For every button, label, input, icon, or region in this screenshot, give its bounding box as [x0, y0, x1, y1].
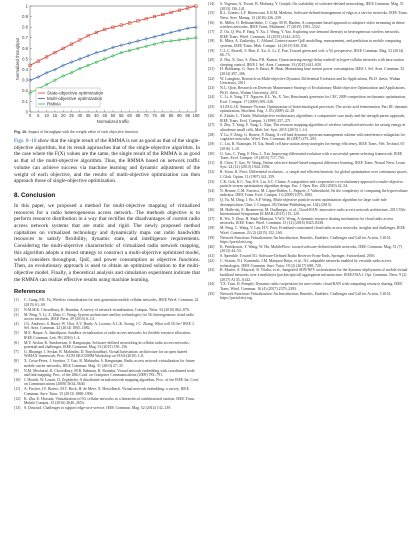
reference-text: K. Miller, O. Belhanafibeke, C. Cape, M.W. Harden, A component-based approach to adaptive video streaming in dense wireless networks, IEEE Trans. Multimed. 17 (2015) 1505–1522. [220, 20, 405, 30]
x-tick-label: 75 [152, 113, 157, 118]
reference-text: K. Mitra, A. Zaslavsky, C. Ahlund, Context-aware QoE modelling, measurement, and prediction in mobile computing systems, IEEE Trans. Mob. Comput. 14 (2015) 920–936. [220, 39, 402, 48]
reference-item [14, 406, 200, 411]
reference-text: Z. Niu, X. Guo, S. Zhou, P.R. Kumar, Characterizing energy-delay tradeoff in hyper-cellular networks with base station sleeping control, IEEE J. Sel. Area. Commun. 33 (2015) 641–650. [220, 58, 404, 67]
y-tick-label: 0 [25, 109, 28, 115]
x-tick-label: 0 [28, 113, 32, 118]
chart-svg [14, 2, 200, 126]
reference-item [208, 2, 408, 11]
reference-number: [27] [208, 123, 215, 128]
y-tick-label: 0.9 [22, 14, 28, 19]
reference-text: H. Holtkamp, G. Auer, S. Bazzi, H. Haas, Minimizing base station power consumption, IEEE J. Sel. Area. Commun. 32 (2014) 297–306. [220, 67, 405, 76]
reference-item [14, 359, 200, 368]
x-tick-label: 50 [110, 113, 116, 118]
figure-caption [14, 129, 200, 135]
y-tick-label: 0.5 [22, 56, 28, 62]
y-axis-label: Normalized throughput [15, 37, 20, 81]
reference-item [208, 123, 408, 132]
reference-text: S.I.M.G.J.E. Simmer-Vicente, Optimization of biotechnological processes. The acetic acid fermentation. Part III: dynamic optimization, Biochem. Eng. J. 45 (2009) 22–29. [220, 104, 408, 114]
reference-text: N.M. Mosharaf, K. Chowdhury, M.R. Rahman, R. Boutaba, Virtual network embedding with coordinated node and link mapping, Proc. of the 28th Conf. on Computer Communications (2009) 783–791. [24, 368, 195, 378]
reference-text: K. Pentikousis, Y. Wang, W. Hu, MobileFlow: toward software-defined mobile networks, IEEE Commun. Mag. 51 (7) (2013) 44–53. [220, 244, 402, 254]
reference-item [208, 236, 408, 245]
reference-number: [7] [14, 349, 19, 354]
reference-item [208, 292, 408, 301]
reference-number: [42] [208, 259, 215, 264]
reference-number: [6] [14, 340, 19, 345]
reference-number: [5] [14, 331, 19, 336]
reference-text: E. Zitzler, L. Thiele, Multiobjective evolutionary algorithms: a comparative case study and the strength pareto approach, IEEE Trans. Evol. Comput. 3 (1999) 257–271. [220, 114, 406, 123]
paragraph-results [14, 138, 200, 185]
reference-item [208, 95, 408, 104]
reference-item [208, 86, 408, 95]
reference-item [208, 217, 408, 226]
reference-number: [21] [208, 67, 215, 72]
figure-label: Fig. 10. [14, 129, 28, 134]
x-tick-label: 15 [52, 113, 58, 118]
reference-text: G. Bhanage, I. Seskar, R. Mahindra, D. Raychaudhuri, Virtual basestation: architecture for an open shared WiMAX framework, Proc. ACM SIGCOMM Workshop on VISA (2010) 1–8. [24, 349, 188, 359]
reference-text: A. Fischer, J.F. Botero, M.T. Beck, H. de Meer, X. Hesselbach, Virtual network embedding: a survey, IEEE Commun. Surv. Tutor. 15 (2013) 1888–1906. [24, 387, 189, 396]
reference-number: [45] [208, 291, 215, 296]
x-tick-label: 95 [185, 113, 191, 118]
reference-number: [39] [208, 235, 215, 240]
reference-item [14, 387, 200, 396]
reference-item [208, 198, 408, 207]
reference-number: [30] [208, 151, 215, 156]
x-tick-label: 85 [168, 113, 174, 118]
reference-item [208, 189, 408, 198]
reference-number: [31] [208, 160, 215, 165]
reference-text: G. Gao, C. Yang, F. Hou, L. Xin, Improving differential evolution with a successful-parent-selecting framework, IEEE Trans. Evol. Comput. 19 (2015) 717–730. [220, 151, 403, 161]
figure-caption-text: Impact of throughput with the weight value of each objective function. [28, 130, 139, 134]
x-tick-label: 65 [135, 113, 141, 118]
reference-text: S. Vegesna, A. Tiwari, B. Mohanty, Y. Ganjali, On scalability of software-defined networking, IEEE Commun. Mag. 51 (2013) 136–141. [220, 2, 404, 11]
x-tick-label: 35 [85, 113, 91, 118]
reference-number: [35] [208, 198, 215, 203]
reference-text: J. Houidi, W. Louati, D. Zeghlache, A distributed virtual network mapping algorithm, Proc. of the IEEE Int. Conf. on Communications (2008) 5634–5640. [24, 377, 200, 387]
reference-number: [32] [208, 170, 215, 175]
reference-number: [44] [208, 282, 215, 287]
reference-text: M. Halle-ski, E. Bronnevoir, M. Dudlmegic, et al., Cloud-RAN: innovative radio access network architecture, 2013 55th International Symposium ELMAR (2013) 115–120. [220, 207, 406, 217]
x-tick-label: 30 [77, 113, 83, 118]
reference-text: C.K. Goh, K.C. Tan, D.S. Liu, S.C. Chiam, A competitive and cooperative co-evolutionary approach to multi-objective particle swarm optimization algorithm design, Eur. J. Oper. Res. 202 (2010) 42–54. [220, 179, 403, 189]
reference-item [208, 77, 408, 86]
references-heading: References [14, 289, 46, 296]
reference-number: [40] [208, 244, 215, 249]
reference-text: C. Sexton, N.J. Kaminski, J.M. Marquez-Barja, et al., 5G: adaptable networks enabled by versatile radio access technologies, IEEE Commun. Surv. Tutor. 19 (2) (2017) 688–720. [220, 259, 392, 268]
reference-item [14, 341, 200, 350]
reference-number: [23] [208, 86, 215, 91]
paragraph-conclusion: In this paper, we proposed a method for multi-objective mapping of virtualized resources for a radio heterogeneous access network. The methods objective is to perform resource distribution in a way that rectifies the disadvantages of current radio access network systems that are static and rigid. The newly proposed method capitalizes on virtualized technology and dynamically maps out radio bandwidth resources to satisfy flexibility, dynamic state, and intelligence requirements. Considering the multi-objective characteristic of virtualized radio network mapping, this algorithm adopts a mixed strategy to construct a multi-objective optimized model, which considers throughput, QoE, and power consumption as objective functions. Then, an evolutionary approach is used to obtain an optimized solution to the multi-objective model. Finally, a theoretical analysis and simulation experiment indicate that the RMMA can realize effective results using machine learning. [14, 202, 200, 283]
figure-reference-link[interactable]: Figs. 8–10 [14, 138, 37, 144]
x-tick-label: 100 [192, 113, 200, 118]
reference-number: [11] [14, 387, 21, 392]
reference-item [208, 39, 408, 48]
reference-number: [33] [208, 179, 215, 184]
y-tick-label: 1 [25, 3, 28, 9]
reference-text: N.C. Qion, Research on Diversity Maintenance Strategy of Evolutionary Multi-objective Optimization and Applications, Ph.D. thesis, Wuhan University, 2011. [220, 86, 406, 95]
reference-text: R. Storn, K. Price, Differential evolution – a simple and efficient heuristic for global optimization over continuous spaces, J. Glob. Optim. 11 (1997) 341–359. [220, 170, 408, 179]
x-tick-label: 45 [102, 113, 108, 118]
throughput-chart [14, 2, 200, 126]
x-tick-label: 55 [118, 113, 124, 118]
reference-item [208, 259, 408, 268]
reference-item [208, 170, 408, 179]
reference-number: [4] [14, 321, 19, 326]
reference-number: [28] [208, 132, 215, 137]
x-tick-label: 20 [60, 113, 66, 118]
reference-text: S. Dawoud, Challenges to support edge-as-a-service, IEEE Commun. Mag. 52 (2014) 132–139. [24, 405, 172, 410]
reference-item [208, 105, 408, 114]
reference-item [14, 369, 200, 378]
reference-text: C. Liang, F.R. Yu, Wireless virtualization for next generation mobile cellular networks, IEEE Wirel. Commun. 22 (2015) 61–69. [24, 298, 199, 307]
reference-item [14, 322, 200, 331]
reference-text: J.G. Andrews, S. Buzzi, W. Choi, S.V. Hanly, A. Lozano, A.C.K. Soong, J.C. Zhang, What will 5G be? IEEE J. Sel. Area. Commun. 32 (2014) 1065–1082. [24, 321, 195, 331]
reference-text: M. Peng, C. Wang, V. Lau, H.V. Poor, Fronthaul-constrained cloud radio access networks: insights and challenges, IEEE Wirel. Commun. 22 (2) (2015) 152–160. [220, 226, 406, 235]
y-tick-label: 0.1 [22, 98, 28, 104]
reference-item [208, 180, 408, 189]
reference-number: [43] [208, 268, 215, 273]
paragraph-results-text: show that the single result of the RMMA is not as good as that of the single-objective algorithm, but its result approaches that of the single-objective algorithm. In the case where the F(X) values are the same, the single result of the RMMA is as good as that of the multi-objective algorithm. Thus, the RMMA based on network traffic volume can achieve success via machine learning and dynamic adjustment of the weight of each objective, and the results of multi-objective optimization can then approach those of single-objective optimization. [14, 138, 200, 185]
reference-text: B. Murter, A. Mayoral, R. Vilalta, et al., Integrated SDN/NFV orchestration for the dynamic deployment of mobile virtual backhaul networks over a multilayer (packet/optical) aggregation infrastructure, IEEE/OSA J. Opt. Commun. Netw. 9 (2) (2017) A135–A142. [220, 268, 408, 282]
y-tick-label: 0.3 [22, 77, 28, 83]
reference-item [208, 282, 408, 291]
x-tick-label: 80 [160, 113, 166, 118]
x-tick-label: 10 [44, 113, 49, 118]
reference-text: M.E. Haque, A. Jamalipour, Sandbox virtualization of radio access networks for flexible resource allocation, IEEE Commun. Lett. 99 (2016) 1–4. [24, 331, 191, 340]
reference-number: [18] [208, 39, 215, 44]
section-title-conclusion: 8. Conclusion [14, 191, 56, 199]
y-tick-label: 0.8 [22, 24, 28, 30]
reference-text: W. Liangbao, Research on Multi-objective Dynamic Differential Evolution and Its Applications, Ph.D. thesis, Wuhan University, 2011. [220, 76, 401, 86]
reference-text: Y. Lu, F. Zeng, G. Bourse, P. Zhang, A cell load dynamic spectrum management scheme with interference mitigation for cognitive networks, Wirel. Pers. Commun. 40 (2007) 275–293. [220, 132, 405, 142]
x-tick-label: 90 [177, 113, 182, 118]
reference-text: Network Functions Virtualization: An Introduction, Benefits, Enablers, Challenges and Call for Action, 3 2014, https://portal.etsi.org. [220, 235, 392, 245]
reference-text: R. Wu, Y. Zhao, H. Shuh-Mansour, V.W.S. Wong, A dynamic resource sharing mechanism for cloud radio access networks, IEEE Trans. Wirel. Commun. 15 (12) (2016) 8325–8338. [220, 216, 394, 226]
reference-number: [24] [208, 95, 215, 100]
reference-text: T.X. Tran, D. Pompili, Dynamic radio cooperation for user-centric cloud-RAN with computing resource sharing, IEEE Trans. Wirel. Commun. 16 (4) (2017) 2379–2393. [220, 282, 403, 291]
reference-item [208, 208, 408, 217]
y-tick-label: 0.2 [22, 88, 28, 94]
reference-item [208, 114, 408, 123]
reference-number: [2] [14, 307, 19, 312]
reference-item [14, 331, 200, 340]
legend-entry: RMMA [47, 101, 62, 107]
reference-text: C.L.C. Rowell, S. Han, Z. Xu, G. Li, Z. Pan, Toward green and soft: a 5G perspective, IEEE Commun. Mag. 52 (2014) 66–73. [220, 48, 404, 58]
right-column [208, 2, 408, 301]
reference-number: [10] [14, 377, 21, 382]
reference-item [208, 30, 408, 39]
x-tick-label: 70 [143, 113, 149, 118]
reference-item [14, 298, 200, 307]
reference-item [208, 268, 408, 282]
x-axis-label: Normalized traffic [96, 119, 130, 124]
reference-text: S. Sprenkle, Toward 5G: Software-Defined Radio Receiver Front-Ends, Springer, Switzerland, 2016. [220, 254, 376, 259]
reference-item [208, 161, 408, 170]
reference-number: [25] [208, 104, 215, 109]
y-tick-label: 0.6 [22, 45, 28, 51]
reference-item [208, 21, 408, 30]
reference-item [208, 49, 408, 58]
x-tick-label: 25 [69, 113, 74, 118]
reference-number: [19] [208, 48, 215, 53]
reference-text: Q. Yu, M. Ding, J. Bo, S.P. Wong, Multi-objective particle swarm optimization algorithm for large scale rule decomposition, Chin. J. Comput. 38 (Online-Publishing no. 144) (2015). [220, 198, 387, 207]
reference-text: X. Costa-Pérez, J. Swetina, T. Guo, R. Mahindra, S. Rangarajan, Radio access network virtualization for future mobile carrier networks, IEEE Commun. Mag. 51 (2013) 27–35. [24, 359, 195, 368]
reference-number: [26] [208, 114, 215, 119]
reference-number: [13] [14, 405, 21, 410]
y-tick-label: 0.4 [22, 67, 28, 72]
reference-number: [1] [14, 298, 19, 303]
x-tick-label: 5 [37, 113, 40, 118]
reference-text: C. Liu, R. Natarajan, H. Xia, Small cell base station sleep strategies for energy efficiency, IEEE Trans. Veh. Technol. 65 (2016) 1–10. [220, 142, 405, 151]
reference-text: M.Y. Arslan, K. Sundaresan, S. Rangarajan, Software-defined networking in cellular radio access networks: potential and challenges, IEEE Commun. Mag. 53 (2015) 150–156. [24, 340, 190, 350]
reference-number: [14] [208, 2, 215, 6]
reference-text: R.L. Gomes, L.F. Bittencourt, E.R.M. Madeira, Software-defined management of edge as a service networks, IEEE Trans. Netw. Serv. Manag. 13 (2016) 226–239. [220, 11, 408, 20]
legend-entry: Multi-objective optimization [47, 96, 103, 101]
reference-item [208, 245, 408, 254]
reference-number: [29] [208, 142, 215, 147]
reference-number: [16] [208, 20, 215, 25]
reference-item [208, 152, 408, 161]
reference-text: C. Li, S. Yang, T.T. Nguyen, E.L. Yu, X. Yao, Benchmark generator for CEC 2009 competition on dynamic optimization, Evol. Comput. 17 (2009) 509–526. [220, 95, 407, 104]
reference-number: [41] [208, 254, 215, 259]
reference-item [14, 313, 200, 322]
reference-item [208, 67, 408, 76]
reference-number: [37] [208, 216, 215, 221]
x-tick-label: 40 [94, 113, 99, 118]
references-list-right [208, 2, 408, 301]
reference-text: S. Zhu, T. Yang, Y. Yang, L. Xiao, The resource mapping algorithm of wireless virtualized networks for saving energy in ultradense small cells, Mob. Inf. Syst. 2015 (2015) 1–14. [220, 123, 406, 133]
y-tick-label: 0.7 [22, 35, 28, 41]
reference-number: [15] [208, 11, 215, 16]
reference-number: [12] [14, 396, 21, 401]
x-tick-label: 60 [127, 113, 132, 118]
reference-item [208, 226, 408, 235]
reference-text: K. Zhu, E. Hossain, Virtualization of 5G cellular networks as a hierarchical combinatorial auction, IEEE Trans. Mobile Comput. 15 (2016) 2640–2654. [24, 396, 196, 406]
reference-number: [8] [14, 359, 19, 364]
reference-number: [38] [208, 226, 215, 231]
reference-item [208, 133, 408, 142]
reference-text: N.M.M.K. Chowdhury, R. Boutaba, A survey of network virtualization, Comput. Netw. 54 (2010) 862–876. [24, 307, 190, 312]
reference-item [208, 11, 408, 20]
reference-number: [36] [208, 207, 215, 212]
reference-item [14, 378, 200, 387]
reference-number: [20] [208, 58, 215, 63]
reference-number: [17] [208, 30, 215, 35]
reference-number: [22] [208, 76, 215, 81]
reference-text: Z. Ou, Q. Wu, P. Yang, Y. Xu, J. Wang, Y. Yao, Exploring user demand diversity in heterogeneous wireless networks, IEEE Trans. Wirel. Commun. 14 (2015) 4142–4155. [220, 30, 400, 39]
reference-text: Network Functions Virtualization: An Introduction, Benefits, Enablers, Challenges and Call for Action, 3 2014, https://portal.etsi.org. [220, 291, 392, 301]
reference-number: [3] [14, 312, 19, 317]
reference-number: [34] [208, 188, 215, 193]
reference-text: R. Chen, Y. Gao, W. Wang, Online selective kernel-based temporal difference learning, IEEE Trans. Neural Netw. Learn. Syst. 24 (12) (2013) 1944–1956. [220, 160, 406, 170]
reference-item [208, 142, 408, 151]
reference-item [14, 397, 200, 406]
reference-item [14, 350, 200, 359]
left-column [14, 0, 200, 411]
reference-text: N. Beume, C.M. Fonseca, M. López-Ibáñez, L. Paquete, J. Vahrenhold, On the complexity of computing the hypervolume indicator, IEEE Trans. Evol. Comput. 13 (2009) 1075–1082. [220, 188, 408, 198]
references-list-left [14, 298, 200, 410]
reference-item [208, 58, 408, 67]
reference-number: [9] [14, 368, 19, 373]
legend-entry: State-objective optimization [47, 90, 104, 96]
reference-text: M. Peng, Y. Li, Z. Zhao, C. Wang, System architecture and key technologies for 5G heterogeneous cloud radio access networks, IEEE Netw. 29 (2015) 6–14. [24, 312, 195, 322]
